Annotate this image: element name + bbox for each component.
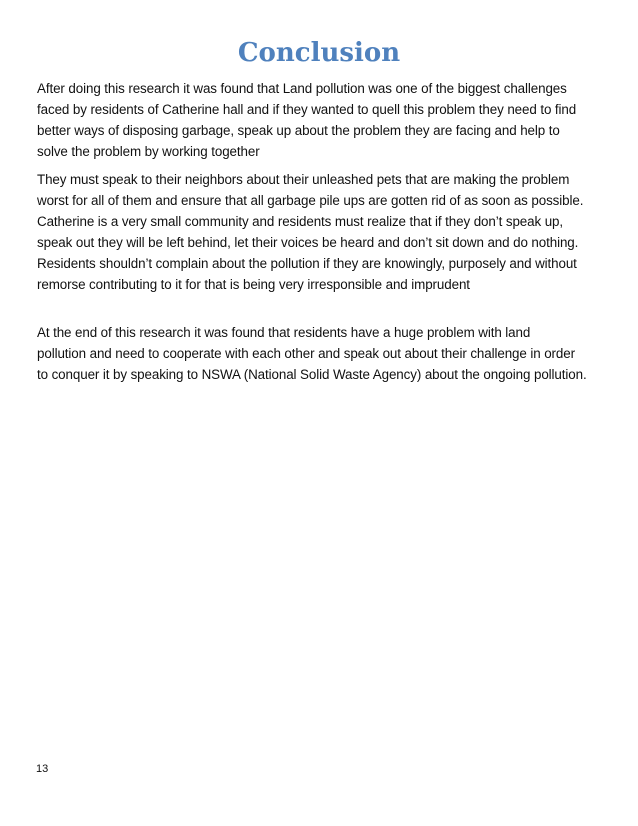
paragraph-3 bbox=[37, 322, 607, 385]
paragraph-2 bbox=[37, 169, 607, 295]
paragraph-line: They must speak to their neighbors about their unleashed pets that are making the problem bbox=[37, 172, 570, 187]
paragraph-line: remorse contributing to it for that is being very irresponsible and imprudent bbox=[37, 277, 470, 292]
page-number: 13 bbox=[36, 763, 49, 775]
paragraph-line: better ways of disposing garbage, speak up about the problem they are facing and help to bbox=[37, 123, 560, 138]
page-title: Conclusion bbox=[237, 38, 401, 68]
paragraph-1 bbox=[37, 78, 607, 162]
paragraph-line: solve the problem by working together bbox=[37, 144, 260, 159]
paragraph-line: to conquer it by speaking to NSWA (National Solid Waste Agency) about the ongoing pollution. bbox=[37, 367, 587, 382]
paragraph-line: speak out they will be left behind, let their voices be heard and don’t sit down and do nothing. bbox=[37, 235, 579, 250]
paragraph-line: After doing this research it was found that Land pollution was one of the biggest challenges bbox=[37, 81, 567, 96]
paragraph-line: faced by residents of Catherine hall and if they wanted to quell this problem they need to find bbox=[37, 102, 577, 117]
paragraph-line: At the end of this research it was found that residents have a huge problem with land bbox=[37, 325, 531, 340]
paragraph-line: pollution and need to cooperate with each other and speak out about their challenge in order bbox=[37, 346, 575, 361]
paragraph-line: worst for all of them and ensure that all garbage pile ups are gotten rid of as soon as possible. bbox=[37, 193, 584, 208]
paragraph-line: Catherine is a very small community and residents must realize that if they don’t speak up, bbox=[37, 214, 564, 229]
paragraph-line: Residents shouldn’t complain about the pollution if they are knowingly, purposely and without bbox=[37, 256, 577, 271]
